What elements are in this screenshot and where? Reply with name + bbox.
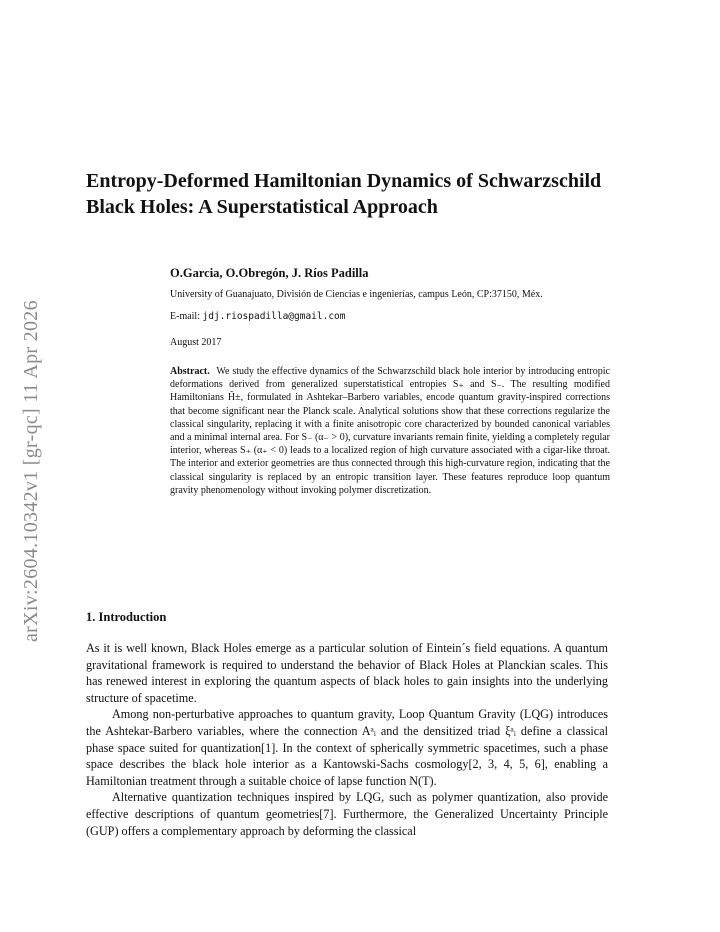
- email-label: E-mail:: [170, 311, 200, 322]
- paper-title: Entropy-Deformed Hamiltonian Dynamics of Schwarzschild Black Holes: A Superstatistical Approach: [86, 170, 602, 218]
- affiliation: University of Guanajuato, División de Ciencias e ingenierías, campus León, CP:37150, Méx.: [170, 289, 543, 300]
- paper-date: August 2017: [170, 337, 222, 348]
- email-address[interactable]: jdj.riospadilla@gmail.com: [202, 311, 346, 322]
- body-paragraph-2: Among non-perturbative approaches to quantum gravity, Loop Quantum Gravity (LQG) introduces the Ashtekar-Barbero variables, where the connection Aᵃᵢ and the densitized triad ξᵃᵢ define a classical phase space suited for quantization[1]. In the context of spherically symmetric spacetimes, such a phase space describes the black hole interior as a Kantowski-Sachs cosmology[2, 3, 4, 5, 6], enabling a Hamiltonian treatment through a suitable choice of lapse function N(T).: [86, 707, 608, 788]
- abstract: [170, 365, 610, 497]
- abstract-label: Abstract.: [170, 366, 210, 377]
- abstract-text: We study the effective dynamics of the Schwarzschild black hole interior by introducing entropic deformations derived from generalized superstatistical entropies S₊ and S₋. The resulting modified Hamiltonians H̃±, formulated in Ashtekar–Barbero variables, encode quantum gravity-inspired corrections that become significant near the Planck scale. Analytical solutions show that these corrections regularize the classical singularity, replacing it with a finite anisotropic core characterized by bounded canonical variables and a minimal internal area. For S₋ (α₋ > 0), curvature invariants remain finite, yielding a completely regular interior, whereas S₊ (α₊ < 0) leads to a localized region of high curvature associated with a cigar-like throat. The interior and exterior geometries are thus connected through this high-curvature region, indicating that the classical singularity is replaced by an entropic transition layer. These features reproduce loop quantum gravity phenomenology without invoking polymer discretization.: [170, 366, 610, 496]
- body-paragraph-3: Alternative quantization techniques inspired by LQG, such as polymer quantization, also provide effective descriptions of quantum geometries[7]. Furthermore, the Generalized Uncertainty Principle (GUP) offers a complementary approach by deforming the classical: [86, 790, 608, 838]
- author-list: O.Garcia, O.Obregón, J. Ríos Padilla: [170, 266, 369, 280]
- arxiv-identifier-stamp: arXiv:2604.10342v1 [gr-qc] 11 Apr 2026: [20, 300, 42, 642]
- section-body: [86, 640, 608, 839]
- email-line: [170, 310, 610, 324]
- front-matter: [170, 265, 610, 497]
- body-paragraph-1: As it is well known, Black Holes emerge as a particular solution of Eintein´s field equations. A quantum gravitational framework is required to understand the behavior of Black Holes at Planckian scales. This has renewed interest in exploring the quantum aspects of black holes to gain insights into the underlying structure of spacetime.: [86, 641, 608, 705]
- section-heading: 1. Introduction: [86, 610, 167, 624]
